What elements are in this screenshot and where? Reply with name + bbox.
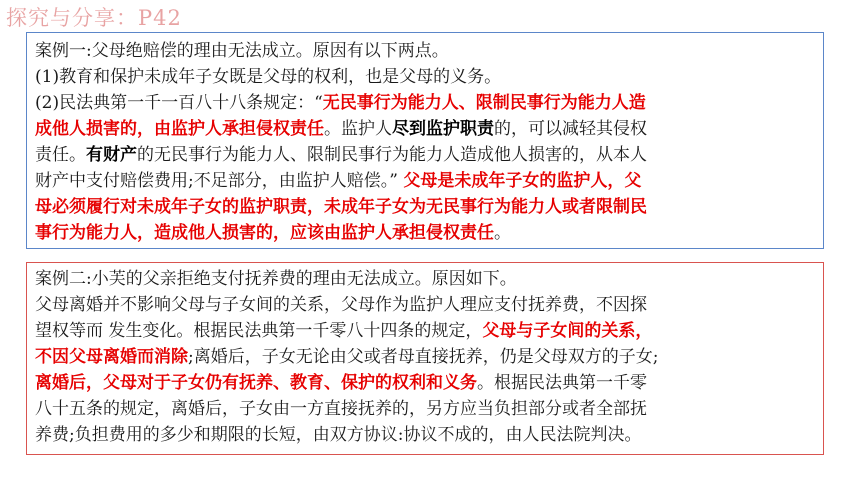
case-two-box	[26, 262, 824, 455]
body-text: 八十五条的规定，离婚后，子女由一方直接抚养的，另方应当负担部分或者全部抚	[35, 399, 647, 419]
highlighted-text: 父母与子女间的关系，	[482, 321, 653, 341]
body-text: 父母离婚并不影响父母与子女间的关系，父母作为监护人理应支付抚养费，不因探	[35, 295, 647, 315]
body-text: 的无民事行为能力人、限制民事行为能力人造成他人损害的，从本人	[137, 145, 647, 165]
body-text: (1)教育和保护未成年子女既是父母的权利，也是父母的义务。	[35, 67, 502, 87]
case1-line	[35, 168, 815, 194]
highlighted-text: 无民事行为能力人、限制民事行为能力人造	[322, 93, 646, 113]
body-text: 望权等而 发生变化。根据民法典第一千零八十四条的规定，	[35, 321, 483, 341]
case1-line	[35, 90, 815, 116]
bold-text: 尽到监护职责	[392, 119, 494, 139]
highlighted-text: 母必须履行对未成年子女的监护职责，未成年子女为无民事行为能力人或者限制民	[35, 197, 647, 217]
case2-line	[35, 422, 815, 448]
case1-line	[35, 64, 815, 90]
body-text: 。监护人	[324, 119, 392, 139]
page-title: 探究与分享：P42	[6, 6, 182, 30]
highlighted-text: 离婚后，父母对于子女仍有抚养、教育、保护的权利和义务	[35, 373, 477, 393]
body-text: 的，可以减轻其侵权	[494, 119, 647, 139]
body-text: 养费;负担费用的多少和期限的长短，由双方协议:协议不成的，由人民法院判决。	[35, 425, 642, 445]
case2-line	[35, 266, 815, 292]
body-text: 财产中支付赔偿费用;不足部分，由监护人赔偿。”	[35, 171, 404, 191]
highlighted-text: 事行为能力人，造成他人损害的，应该由监护人承担侵权责任	[35, 223, 494, 243]
body-text: ;离婚后，子女无论由父或者母直接抚养，仍是父母双方的子女;	[188, 347, 659, 367]
bold-text: 有财产	[86, 145, 137, 165]
body-text: 案例二:小芙的父亲拒绝支付抚养费的理由无法成立。原因如下。	[35, 269, 517, 289]
highlighted-text: 成他人损害的，由监护人承担侵权责任	[35, 119, 324, 139]
case1-line	[35, 38, 815, 64]
body-text: 责任。	[35, 145, 86, 165]
case2-line	[35, 370, 815, 396]
body-text: 。	[494, 223, 511, 243]
case2-line	[35, 292, 815, 318]
case2-line	[35, 318, 815, 344]
case2-line	[35, 396, 815, 422]
case1-line	[35, 142, 815, 168]
highlighted-text: 父母是未成年子女的监护人，父	[403, 171, 642, 191]
body-text: 。根据民法典第一千零	[477, 373, 647, 393]
case1-line	[35, 220, 815, 246]
case1-line	[35, 116, 815, 142]
highlighted-text: 不因父母离婚而消除	[35, 347, 188, 367]
case1-line	[35, 194, 815, 220]
case2-line	[35, 344, 815, 370]
body-text: (2)民法典第一千一百八十八条规定：“	[35, 93, 323, 113]
case-one-box	[26, 32, 824, 249]
body-text: 案例一:父母绝赔偿的理由无法成立。原因有以下两点。	[35, 41, 449, 61]
